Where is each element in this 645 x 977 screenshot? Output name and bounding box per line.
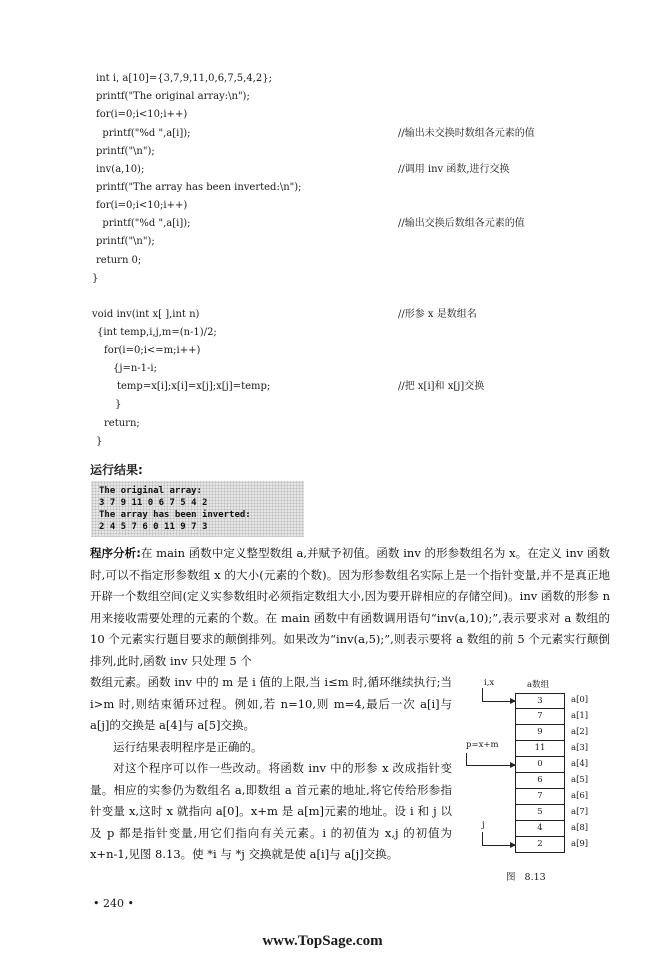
console-output-image <box>91 481 304 537</box>
analysis-paragraph-3: 对这个程序可以作一些改动。将函数 inv 中的形参 x 改成指针变量。相应的实参仍为数组名 a,即数组 a 首元素的地址,将它传给形参指针变量 x,这时 x 就指向 a[0]。x+m 是 a[m]元素的地址。设 i 和 j 以及 p 都是指针变量,用它们指向有关元素。i 的初值为 x,j 的初值为 x+n-1,见图 8.13。使 *i 与 *j 交换就是使 a[i]与 a[j]交换。 <box>90 761 452 861</box>
code-line: printf("The original array:\n"); <box>96 91 250 102</box>
array-index-label: a[7] <box>571 807 589 817</box>
code-line: } <box>115 399 122 410</box>
pointer-line-j <box>482 832 483 845</box>
page-number: • 240 • <box>93 897 134 910</box>
code-comment: //调用 inv 函数,进行交换 <box>398 164 510 175</box>
output-line: 3 7 9 11 0 6 7 5 4 2 <box>99 498 208 508</box>
pointer-line-p <box>466 753 467 765</box>
array-cell: 11 <box>515 741 565 757</box>
code-line: for(i=0;i<10;i++) <box>96 109 188 120</box>
array-cell: 4 <box>515 821 565 837</box>
code-line: for(i=0;i<10;i++) <box>96 200 188 211</box>
array-cell: 9 <box>515 725 565 741</box>
code-line: printf("\n"); <box>96 236 155 247</box>
analysis-label: 程序分析: <box>90 546 141 560</box>
array-diagram <box>462 676 612 881</box>
code-comment: //把 x[i]和 x[j]交换 <box>398 381 485 392</box>
array-index-label: a[2] <box>571 727 589 737</box>
array-cell: 7 <box>515 709 565 725</box>
output-line: 2 4 5 7 6 0 11 9 7 3 <box>99 522 208 532</box>
result-heading: 运行结果: <box>90 463 143 477</box>
code-line: int i, a[10]={3,7,9,11,0,6,7,5,4,2}; <box>96 73 272 84</box>
code-line: printf("%d ",a[i]); <box>96 218 191 229</box>
pointer-arrow-i <box>482 701 515 702</box>
code-line: printf("\n"); <box>96 146 155 157</box>
output-line: The array has been inverted: <box>99 510 251 520</box>
array-cell: 7 <box>515 789 565 805</box>
pointer-label-j: j <box>482 820 485 830</box>
code-line: } <box>92 273 99 284</box>
array-index-label: a[5] <box>571 775 589 785</box>
array-cell: 0 <box>515 757 565 773</box>
analysis-paragraph-1-tail: 数组元素。函数 inv 中的 m 是 i 值的上限,当 i≤m 时,循环继续执行;当 i>m 时,则结束循环过程。例如,若 n=10,则 m=4,最后一次 a[i]与 a[j]的交换是 a[4]与 a[5]交换。 <box>90 675 452 732</box>
code-comment: //输出未交换时数组各元素的值 <box>398 128 535 139</box>
analysis-paragraph-2: 运行结果表明程序是正确的。 <box>113 740 263 754</box>
code-line: inv(a,10); <box>96 164 145 175</box>
array-index-label: a[9] <box>571 839 589 849</box>
code-line: for(i=0;i<=m;i++) <box>104 345 201 356</box>
array-cell: 5 <box>515 805 565 821</box>
output-line: The original array: <box>99 486 202 496</box>
array-index-label: a[6] <box>571 791 589 801</box>
analysis-paragraph-1 <box>90 543 610 672</box>
figure-caption: 图 8.13 <box>506 872 546 883</box>
code-line: printf("%d ",a[i]); <box>96 128 191 139</box>
code-line: {j=n-1-i; <box>113 363 157 374</box>
pointer-arrow-p <box>466 765 515 766</box>
code-comment: //形参 x 是数组名 <box>398 309 477 320</box>
pointer-label-i-x: i,x <box>484 678 495 688</box>
code-comment: //输出交换后数组各元素的值 <box>398 218 525 229</box>
footer-site: www.TopSage.com <box>262 933 383 949</box>
pointer-arrow-j <box>482 845 515 846</box>
array-cell: 2 <box>515 837 565 853</box>
code-line: return; <box>104 418 140 429</box>
array-index-label: a[4] <box>571 759 589 769</box>
pointer-label-p: p=x+m <box>466 740 499 750</box>
code-line: temp=x[i];x[i]=x[j];x[j]=temp; <box>117 381 271 392</box>
code-line: {int temp,i,j,m=(n-1)/2; <box>97 327 217 338</box>
array-header: a数组 <box>527 680 550 690</box>
analysis-text: 在 main 函数中定义整型数组 a,并赋予初值。函数 inv 的形参数组名为 x。在定义 inv 函数时,可以不指定形参数组 x 的大小(元素的个数)。因为形参数组名实际上是一个指针变量,并不是真正地开辟一个数组空间(定义实参数组时必须指定数组大小,因为要开辟相应的存储空间)。inv 函数的形参 n 用来接收需要处理的元素的个数。在 main 函数中有函数调用语句“inv(a,10);”,表示要求对 a 数组的 10 个元素实行题目要求的颠倒排列。如果改为“inv(a,5);”,则表示要将 a 数组的前 5 个元素实行颠倒排列,此时,函数 inv 只处理 5 个 <box>90 546 610 668</box>
array-index-label: a[1] <box>571 711 589 721</box>
code-line: return 0; <box>96 255 142 266</box>
array-index-label: a[3] <box>571 743 589 753</box>
array-cell: 6 <box>515 773 565 789</box>
code-line: void inv(int x[ ],int n) <box>92 309 200 320</box>
array-index-label: a[0] <box>571 695 589 705</box>
array-cell: 3 <box>515 693 565 709</box>
code-line: } <box>96 436 103 447</box>
array-index-label: a[8] <box>571 823 589 833</box>
code-line: printf("The array has been inverted:\n"); <box>96 182 302 193</box>
pointer-line-i <box>482 688 483 701</box>
